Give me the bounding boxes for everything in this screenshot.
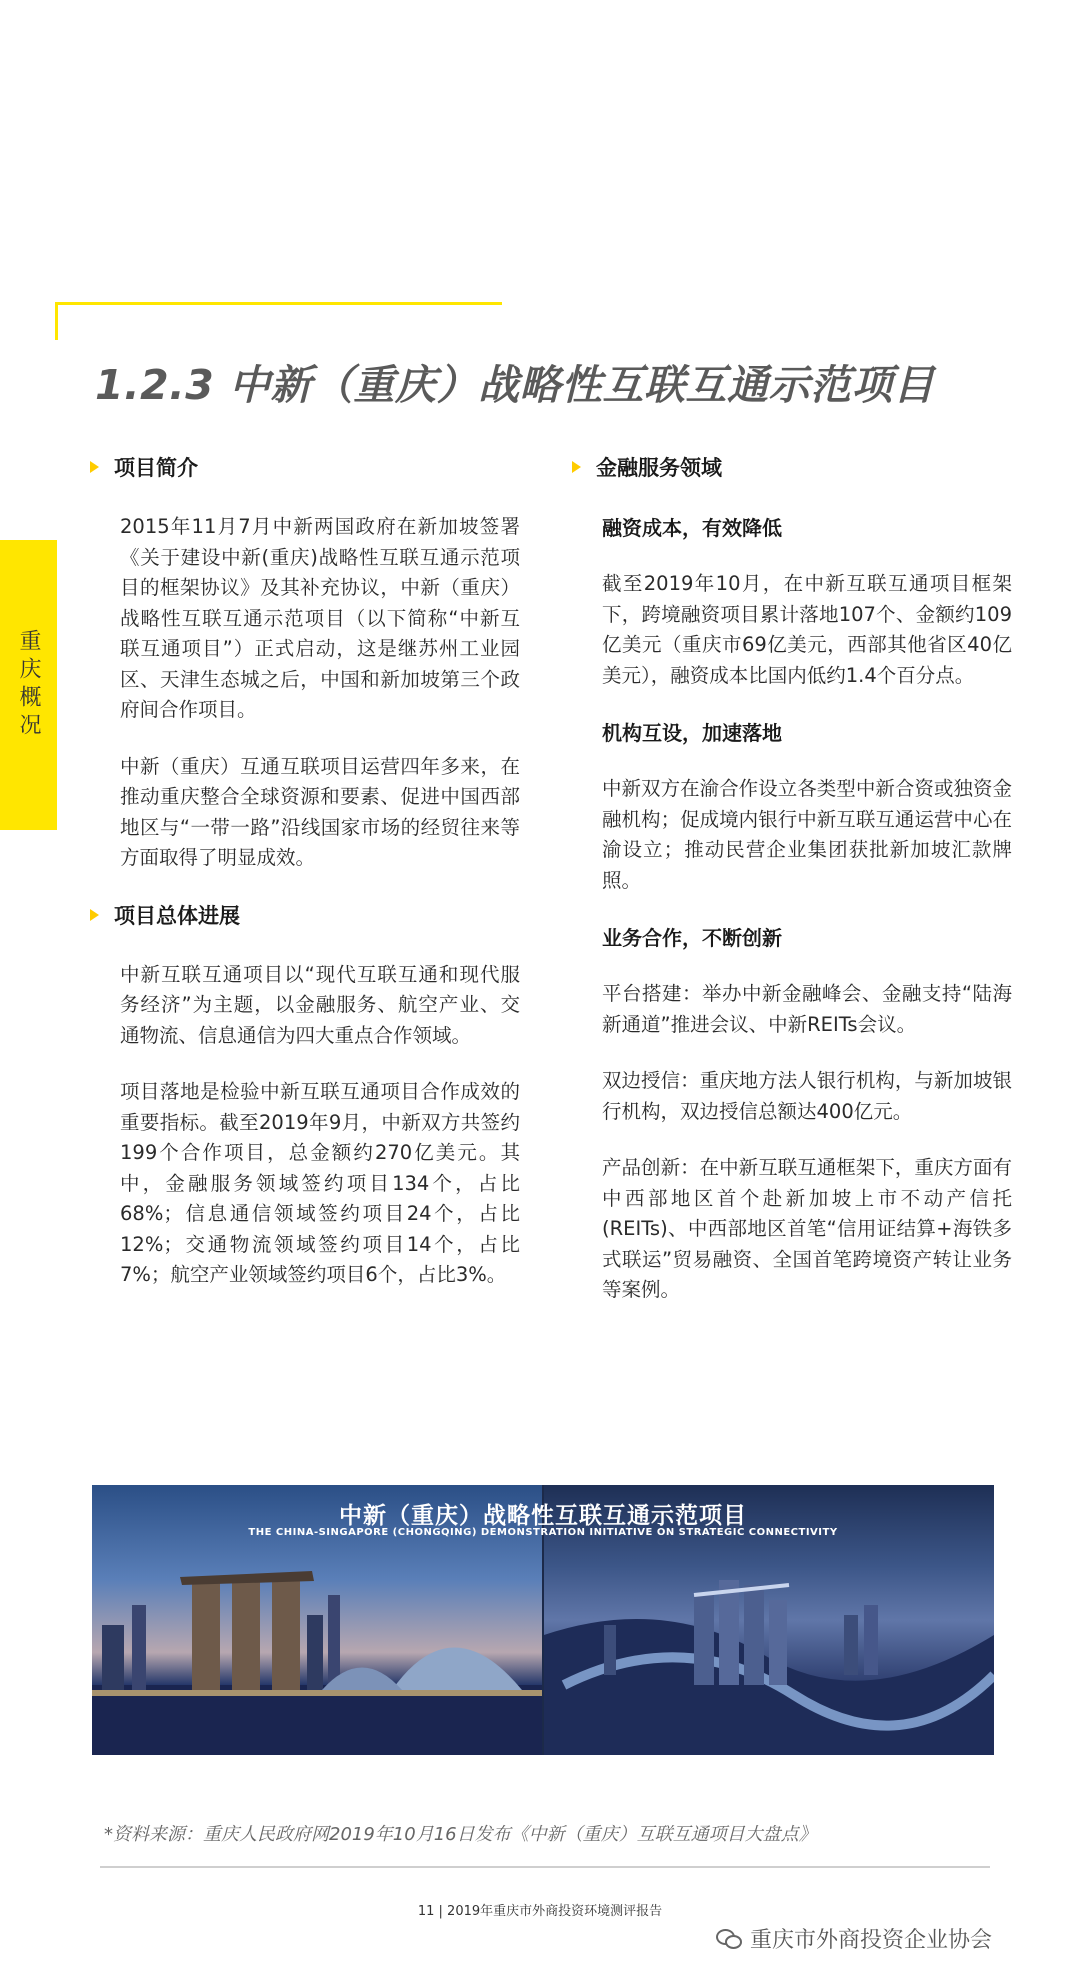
page-title: 1.2.3 中新（重庆）战略性互联互通示范项目	[95, 361, 935, 409]
section-heading-finance: 金融服务领域	[572, 452, 1012, 482]
title-decoration-horizontal	[55, 302, 502, 305]
left-column	[90, 452, 520, 1317]
list-item: 平台搭建：举办中新金融峰会、金融支持“陆海新通道”推进会议、中新REITs会议。	[602, 982, 1012, 1036]
subheading-business: 业务合作，不断创新	[602, 926, 782, 950]
paragraph: 中新双方在渝合作设立各类型中新合资或独资金融机构；促成境内银行中新互联互通运营中心在渝设立；推动民营企业集团获批新加坡汇款牌照。	[602, 777, 1012, 892]
project-banner-image	[92, 1485, 994, 1755]
source-note: *资料来源：重庆人民政府网2019年10月16日发布《中新（重庆）互联互通项目大盘点》	[104, 1824, 817, 1845]
right-column	[572, 452, 1012, 1332]
triangle-bullet-icon	[90, 909, 99, 921]
subheading-institutions: 机构互设，加速落地	[602, 721, 782, 745]
wechat-watermark	[716, 1923, 992, 1954]
list-item: 双边授信：重庆地方法人银行机构，与新加坡银行机构，双边授信总额达400亿元。	[602, 1069, 1012, 1123]
triangle-bullet-icon	[572, 461, 581, 473]
banner-subtitle: THE CHINA-SINGAPORE (CHONGQING) DEMONSTRATION INITIATIVE ON STRATEGIC CONNECTIVITY	[248, 1527, 838, 1538]
page-footer: 11 | 2019年重庆市外商投资环境测评报告	[417, 1904, 663, 1919]
side-chapter-tab	[0, 540, 57, 830]
banner-title: 中新（重庆）战略性互联互通示范项目	[339, 1503, 747, 1529]
section-heading-progress: 项目总体进展	[90, 900, 520, 930]
paragraph: 中新（重庆）互通互联项目运营四年多来，在推动重庆整合全球资源和要素、促进中国西部地区与“一带一路”沿线国家市场的经贸往来等方面取得了明显成效。	[120, 754, 520, 869]
side-tab-label: 重庆概况	[16, 629, 41, 741]
title-decoration-vertical	[55, 302, 58, 340]
paragraph: 截至2019年10月，在中新互联互通项目框架下，跨境融资项目累计落地107个、金额约109亿美元（重庆市69亿美元，西部其他省区40亿美元），融资成本比国内低约1.4个百分点。	[602, 572, 1012, 687]
section-heading-intro: 项目简介	[90, 452, 520, 482]
paragraph: 中新互联互通项目以“现代互联互通和现代服务经济”为主题，以金融服务、航空产业、交通物流、信息通信为四大重点合作领域。	[120, 962, 520, 1047]
footer-divider	[100, 1866, 990, 1868]
wechat-icon	[716, 1929, 742, 1949]
subheading-financing-cost: 融资成本，有效降低	[602, 516, 782, 540]
triangle-bullet-icon	[90, 461, 99, 473]
paragraph: 项目落地是检验中新互联互通项目合作成效的重要指标。截至2019年9月，中新双方共签约199个合作项目，总金额约270亿美元。其中，金融服务领域签约项目134个，占比68%；信息通信领域签约项目24个，占比12%；交通物流领域签约项目14个，占比7%；航空产业领域签约项目6个，占比3%。	[120, 1080, 520, 1286]
paragraph: 2015年11月7月中新两国政府在新加坡签署《关于建设中新(重庆)战略性互联互通示范项目的框架协议》及其补充协议，中新（重庆）战略性互联互通示范项目（以下简称“中新互联互通项目”）正式启动，这是继苏州工业园区、天津生态城之后，中国和新加坡第三个政府间合作项目。	[120, 515, 520, 721]
watermark-text: 重庆市外商投资企业协会	[750, 1928, 993, 1953]
list-item: 产品创新：在中新互联互通框架下，重庆方面有中西部地区首个赴新加坡上市不动产信托(REITs)、中西部地区首笔“信用证结算+海铁多式联运”贸易融资、全国首笔跨境资产转让业务等案例。	[602, 1156, 1012, 1301]
